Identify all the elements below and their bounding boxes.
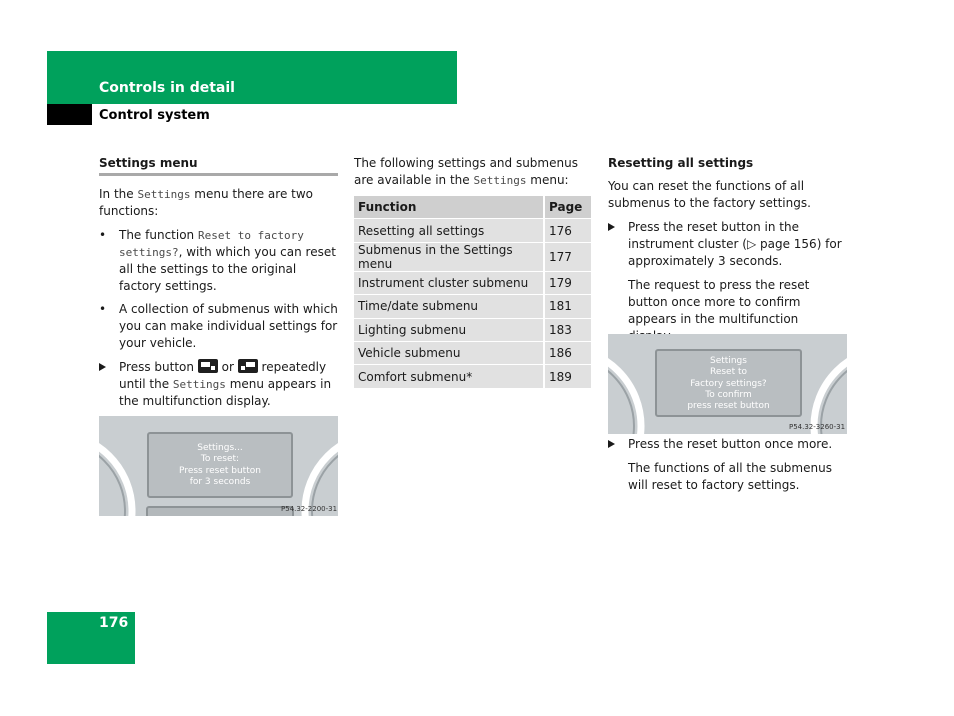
code-reset-factory: Reset to factory settings? xyxy=(119,229,304,259)
multifunction-display: Settings... To reset: Press reset button for 3 seconds xyxy=(147,432,293,498)
resetting-intro: You can reset the functions of all submenus to the factory settings. xyxy=(608,179,811,210)
code-settings: Settings xyxy=(137,188,191,201)
header-band xyxy=(47,51,457,104)
bullet-dot: • xyxy=(99,228,107,242)
table-row: Instrument cluster submenu 179 xyxy=(354,271,591,294)
subsection-marker xyxy=(47,104,92,125)
table-intro: The following settings and submenus are available in the Settings menu: xyxy=(354,156,578,187)
settings-menu-heading: Settings menu xyxy=(99,156,198,170)
table-row: Comfort submenu* 189 xyxy=(354,365,591,388)
display-image-2 xyxy=(608,334,847,434)
table-row: Resetting all settings 176 xyxy=(354,219,591,242)
settings-table xyxy=(354,196,591,389)
code-settings: Settings xyxy=(473,174,527,187)
table-row: Submenus in the Settings menu 177 xyxy=(354,242,591,271)
display-up-button-icon xyxy=(198,359,218,373)
image-code: P54.32-3260-31 xyxy=(789,423,846,431)
step-arrow-icon xyxy=(608,440,615,448)
bullet-dot: • xyxy=(99,302,107,316)
table-row: Time/date submenu 181 xyxy=(354,295,591,318)
step-press-button: Press button or repeatedly until the Settings menu appears in the multifunction display. xyxy=(99,359,339,410)
display-down-button-icon xyxy=(238,359,258,373)
step-arrow-icon xyxy=(99,363,106,371)
col-header-function: Function xyxy=(354,196,544,219)
confirm-note: The request to press the reset button once more to confirm appears in the multifunction xyxy=(628,278,810,326)
code-settings: Settings xyxy=(172,378,226,391)
step-arrow-icon xyxy=(608,223,615,231)
table-row: Lighting submenu 183 xyxy=(354,318,591,341)
section-title: Controls in detail xyxy=(99,80,235,96)
step-press-reset: Press the reset button in the instrument cluster (▷ page 156) for approximately 3 seconds. xyxy=(608,219,844,270)
subsection-title: Control system xyxy=(99,108,210,123)
page-number: 176 xyxy=(99,615,129,631)
step-press-again: Press the reset button once more. xyxy=(608,436,844,453)
heading-rule xyxy=(99,173,338,176)
resetting-heading: Resetting all settings xyxy=(608,156,754,170)
result-note: The functions of all the submenus will reset to factory settings. xyxy=(628,461,832,492)
bullet-reset-factory: • The function Reset to factory settings?, with which you can reset all the settings to the original factory settings. xyxy=(99,228,336,293)
table-row: Vehicle submenu 186 xyxy=(354,341,591,364)
page-reference: ▷ page 156 xyxy=(746,237,817,251)
bullet-submenus: • A collection of submenus with which you can make individual settings for your vehicle. xyxy=(99,302,338,350)
image-code: P54.32-2200-31 xyxy=(281,505,338,513)
multifunction-display: Settings Reset to Factory settings? To confirm press reset button xyxy=(655,349,802,417)
settings-intro: In the Settings menu there are two functions: xyxy=(99,187,314,218)
col-header-page: Page xyxy=(544,196,591,219)
table-header-row xyxy=(354,196,591,219)
display-image-1 xyxy=(99,416,338,516)
